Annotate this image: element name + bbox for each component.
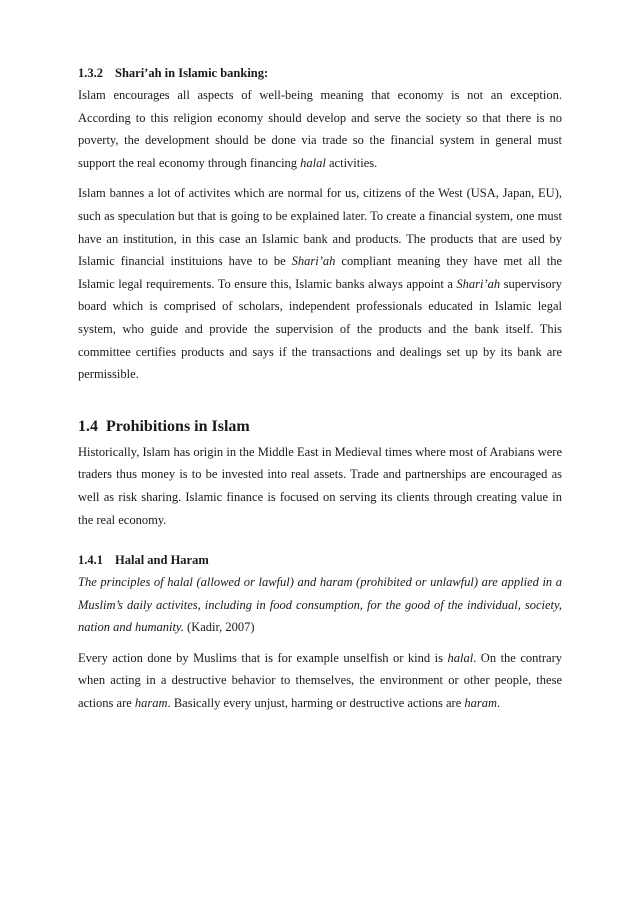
document-page <box>78 64 562 715</box>
quote-paragraph: The principles of halal (allowed or lawful) and haram (prohibited or unlawful) are applied in a Muslim’s daily activites, including in food consumption, for the good of the individual, society, nation and humanity. (Kadir, 2007) <box>78 575 562 635</box>
heading-title: Prohibitions in Islam <box>106 417 250 435</box>
heading-number: 1.4 <box>78 417 98 435</box>
heading-title: Halal and Haram <box>115 553 209 568</box>
paragraph-shariah-1: Islam encourages all aspects of well-being meaning that economy is not an exception. According to this religion economy should develop and serve the society so that there is no poverty, the development should be done via trade so the financial system in general must support the real economy through financing halal activities. <box>78 88 562 170</box>
heading-1-4 <box>78 417 562 437</box>
heading-number: 1.3.2 <box>78 66 103 80</box>
paragraph-prohibitions: Historically, Islam has origin in the Middle East in Medieval times where most of Arabians were traders thus money is to be invested into real assets. Trade and partnerships are encouraged as well as risk sharing. Islamic finance is focused on serving its clients through creating value in the real economy. <box>78 444 562 527</box>
paragraph-halal-haram: Every action done by Muslims that is for example unselfish or kind is halal. On the contrary when acting in a destructive behavior to themselves, the environment or other people, these actions are haram. Basically every unjust, harming or destructive actions are haram. <box>78 650 562 711</box>
paragraph-shariah-2: Islam bannes a lot of activites which are normal for us, citizens of the West (USA, Japan, EU), such as speculation but that is going to be explained later. To create a financial system, one must have an institution, in this case an Islamic bank and products. The products that are used by Islamic financial instituions have to be Shari’ah compliant meaning they have met all the Islamic legal requirements. To ensure this, Islamic banks always appoint a Shari’ah supervisory board which is comprised of scholars, independent professionals educated in Islamic legal system, who guide and provide the supervision of the products and the bank itself. This committee certifies products and says if the transactions and dealings set up by its bank are permissible. <box>78 186 563 382</box>
heading-number: 1.4.1 <box>78 553 103 568</box>
heading-1-4-1 <box>78 551 562 569</box>
heading-1-3-2 <box>78 64 562 82</box>
heading-title: Shari’ah in Islamic banking: <box>115 66 269 80</box>
